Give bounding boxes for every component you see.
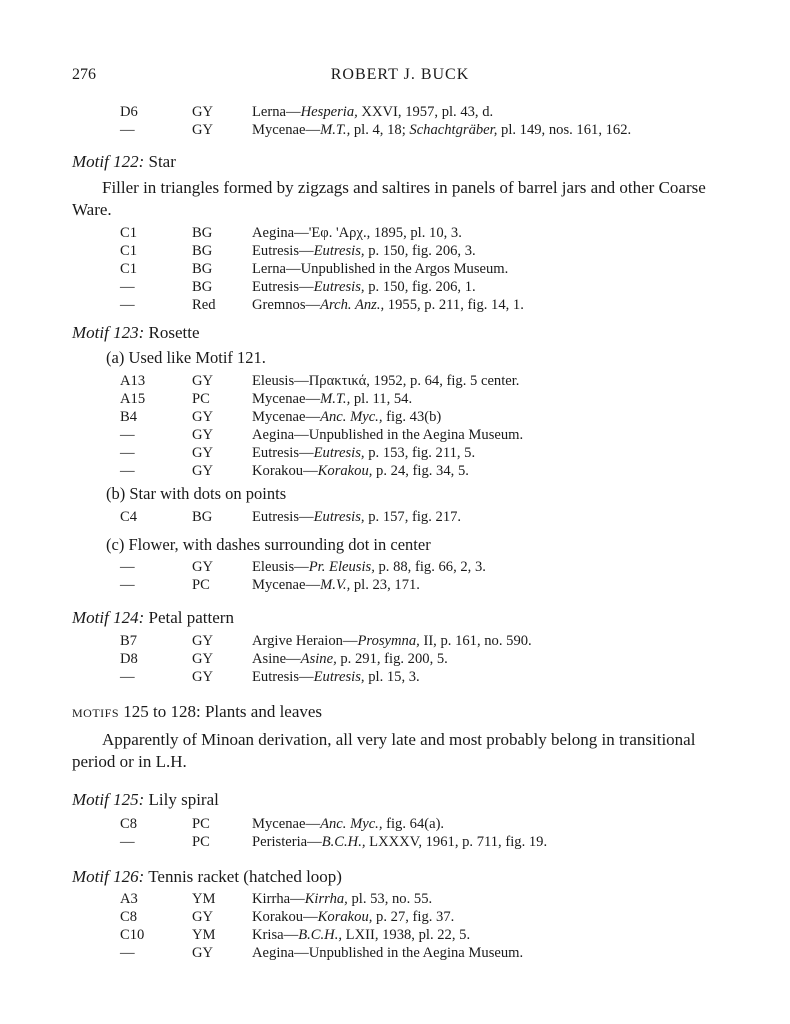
motif-name: Petal pattern: [148, 608, 234, 627]
entry-reference: Peristeria—B.C.H., LXXXV, 1961, p. 711, fig. 19.: [252, 834, 548, 850]
entry-ware: GY: [192, 104, 214, 120]
section-range: 125 to 128:: [119, 702, 201, 721]
entry-code: C8: [120, 909, 138, 925]
entry-ware: Red: [192, 297, 216, 313]
motif-122-entries: [72, 224, 732, 314]
motif-122-description: Filler in triangles formed by zigzags and saltires in panels of barrel jars and other Coarse Ware.: [72, 178, 706, 219]
entry-row: [72, 632, 732, 650]
entry-row: [72, 815, 732, 833]
entry-row: [72, 390, 732, 408]
entry-reference: Lerna—Unpublished in the Argos Museum.: [252, 261, 509, 277]
entry-code: A3: [120, 891, 138, 907]
motifs-125-128-description: Apparently of Minoan derivation, all very late and most probably belong in transitional period or in L.H.: [72, 730, 696, 771]
entry-row: [72, 650, 732, 668]
entry-ware: BG: [192, 243, 213, 259]
entry-row: [72, 558, 732, 576]
entry-reference: Korakou—Korakou, p. 27, fig. 37.: [252, 909, 455, 925]
section-name: Plants and leaves: [204, 702, 323, 721]
entry-code: D8: [120, 651, 138, 667]
entry-reference: Eleusis—Πρακτικά, 1952, p. 64, fig. 5 center.: [252, 373, 520, 389]
entry-list-top: [72, 103, 732, 139]
entry-reference: Gremnos—Arch. Anz., 1955, p. 211, fig. 14, 1.: [252, 297, 524, 313]
entry-ware: BG: [192, 279, 213, 295]
running-head-author: ROBERT J. BUCK: [330, 66, 470, 83]
entry-code: B4: [120, 409, 138, 425]
running-header: [72, 66, 728, 90]
entry-code: —: [120, 297, 135, 313]
motif-label: Motif 126:: [72, 867, 145, 886]
entry-ware: BG: [192, 509, 213, 525]
entry-code: —: [120, 445, 135, 461]
entry-reference: Krisa—B.C.H., LXII, 1938, pl. 22, 5.: [252, 927, 471, 943]
entry-code: C10: [120, 927, 145, 943]
motif-124-heading: [72, 607, 732, 629]
entry-code: D6: [120, 104, 138, 120]
entry-code: —: [120, 427, 135, 443]
entry-reference: Eutresis—Eutresis, p. 150, fig. 206, 1.: [252, 279, 476, 295]
entry-reference: Aegina—Unpublished in the Aegina Museum.: [252, 945, 524, 961]
entry-row: [72, 508, 732, 526]
entry-code: —: [120, 834, 135, 850]
motif-126-entries: [72, 890, 732, 962]
entry-ware: GY: [192, 122, 214, 138]
entry-code: C1: [120, 243, 138, 259]
entry-ware: PC: [192, 816, 210, 832]
entry-row: [72, 668, 732, 686]
entry-row: [72, 426, 732, 444]
entry-ware: GY: [192, 409, 214, 425]
entry-code: B7: [120, 633, 138, 649]
entry-reference: Mycenae—Anc. Myc., fig. 43(b): [252, 409, 442, 425]
entry-row: [72, 372, 732, 390]
entry-reference: Aegina—Unpublished in the Aegina Museum.: [252, 427, 524, 443]
entry-code: —: [120, 577, 135, 593]
entry-ware: GY: [192, 633, 214, 649]
entry-ware: BG: [192, 225, 213, 241]
entry-row: [72, 944, 732, 962]
motifs-125-128-heading: [72, 701, 732, 723]
motif-label: Motif 124:: [72, 608, 145, 627]
entry-code: C8: [120, 816, 138, 832]
entry-reference: Eutresis—Eutresis, p. 157, fig. 217.: [252, 509, 462, 525]
entry-reference: Mycenae—M.V., pl. 23, 171.: [252, 577, 420, 593]
entry-ware: GY: [192, 445, 214, 461]
entry-reference: Lerna—Hesperia, XXVI, 1957, pl. 43, d.: [252, 104, 494, 120]
entry-code: —: [120, 463, 135, 479]
entry-row: [72, 833, 732, 851]
entry-row: [72, 242, 732, 260]
entry-code: —: [120, 122, 135, 138]
entry-ware: GY: [192, 669, 214, 685]
entry-code: —: [120, 559, 135, 575]
entry-ware: GY: [192, 373, 214, 389]
entry-row: [72, 926, 732, 944]
entry-row: [72, 462, 732, 480]
entry-reference: Eutresis—Eutresis, p. 150, fig. 206, 3.: [252, 243, 476, 259]
entry-code: C1: [120, 261, 138, 277]
entry-ware: GY: [192, 909, 214, 925]
motif-123-sub-a: (a) Used like Motif 121.: [106, 348, 266, 367]
entry-row: [72, 121, 732, 139]
motif-122-heading: [72, 151, 732, 173]
entry-code: A13: [120, 373, 146, 389]
page-number: 276: [72, 66, 96, 83]
entry-ware: GY: [192, 427, 214, 443]
motif-123-entries-a: [72, 372, 732, 480]
motif-125-heading: [72, 789, 732, 811]
section-label: motifs: [72, 702, 120, 721]
entry-row: [72, 444, 732, 462]
entry-row: [72, 278, 732, 296]
motif-124-entries: [72, 632, 732, 686]
entry-reference: Eutresis—Eutresis, p. 153, fig. 211, 5.: [252, 445, 476, 461]
entry-row: [72, 408, 732, 426]
entry-ware: YM: [192, 891, 216, 907]
entry-ware: PC: [192, 391, 210, 407]
motif-125-entries: [72, 815, 732, 851]
motif-label: Motif 123:: [72, 323, 145, 342]
entry-reference: Mycenae—Anc. Myc., fig. 64(a).: [252, 816, 445, 832]
entry-reference: Eleusis—Pr. Eleusis, p. 88, fig. 66, 2, 3.: [252, 559, 486, 575]
entry-row: [72, 296, 732, 314]
motif-label: Motif 125:: [72, 790, 145, 809]
motif-name: Rosette: [148, 323, 200, 342]
entry-reference: Eutresis—Eutresis, pl. 15, 3.: [252, 669, 420, 685]
motif-123-sub-b: (b) Star with dots on points: [106, 484, 287, 503]
entry-code: C4: [120, 509, 138, 525]
entry-code: —: [120, 669, 135, 685]
entry-ware: GY: [192, 463, 214, 479]
entry-row: [72, 908, 732, 926]
entry-ware: GY: [192, 559, 214, 575]
entry-ware: BG: [192, 261, 213, 277]
motif-123-sub-c: (c) Flower, with dashes surrounding dot in center: [106, 535, 431, 554]
entry-reference: Argive Heraion—Prosymna, II, p. 161, no. 590.: [252, 633, 532, 649]
entry-reference: Korakou—Korakou, p. 24, fig. 34, 5.: [252, 463, 469, 479]
motif-123-entries-b: [72, 508, 732, 526]
entry-ware: YM: [192, 927, 216, 943]
entry-code: A15: [120, 391, 146, 407]
entry-reference: Asine—Asine, p. 291, fig. 200, 5.: [252, 651, 448, 667]
entry-code: —: [120, 945, 135, 961]
motif-123-entries-c: [72, 558, 732, 594]
entry-ware: PC: [192, 577, 210, 593]
motif-126-heading: [72, 866, 732, 888]
motif-label: Motif 122:: [72, 152, 145, 171]
entry-row: [72, 103, 732, 121]
entry-reference: Mycenae—M.T., pl. 11, 54.: [252, 391, 413, 407]
entry-reference: Mycenae—M.T., pl. 4, 18; Schachtgräber, pl. 149, nos. 161, 162.: [252, 122, 632, 138]
entry-ware: GY: [192, 945, 214, 961]
entry-reference: Aegina—'Εφ. 'Αρχ., 1895, pl. 10, 3.: [252, 225, 462, 241]
entry-row: [72, 576, 732, 594]
entry-code: C1: [120, 225, 138, 241]
entry-code: —: [120, 279, 135, 295]
motif-name: Tennis racket (hatched loop): [148, 867, 342, 886]
entry-ware: GY: [192, 651, 214, 667]
entry-ware: PC: [192, 834, 210, 850]
entry-reference: Kirrha—Kirrha, pl. 53, no. 55.: [252, 891, 433, 907]
motif-name: Lily spiral: [148, 790, 219, 809]
motif-name: Star: [148, 152, 176, 171]
entry-row: [72, 890, 732, 908]
entry-row: [72, 224, 732, 242]
motif-123-heading: [72, 322, 732, 344]
entry-row: [72, 260, 732, 278]
